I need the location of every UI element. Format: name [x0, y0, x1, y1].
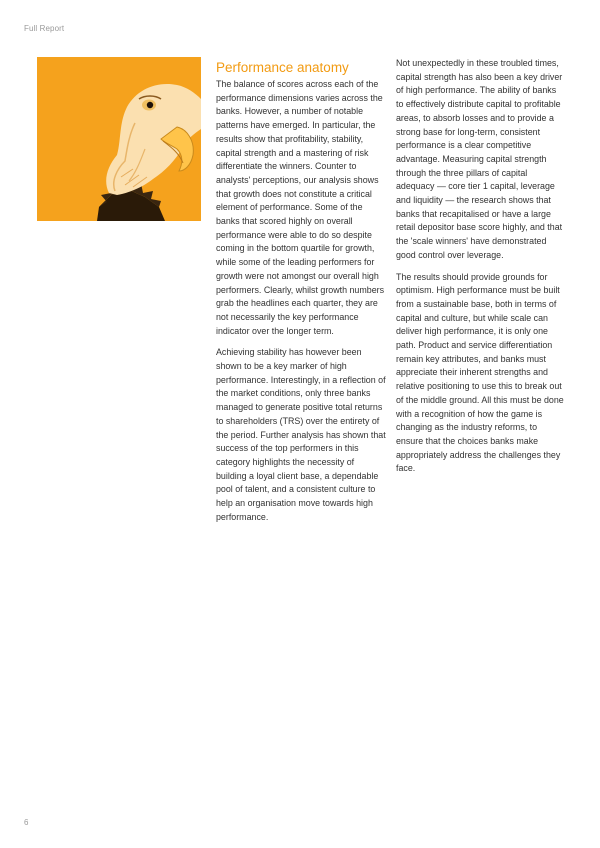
right-column: [396, 57, 566, 484]
running-header: Full Report: [24, 24, 65, 33]
eagle-head-icon: [37, 57, 201, 221]
paragraph: The results should provide grounds for optimism. High performance must be built from a sustainable base, both in terms of capital and culture, but while scale can deliver high performance, it is only one path. Product and service differentiation remain key attributes, and banks must appreciate their inherent strengths and relative positioning to use this to break out of the middle ground. All this must be done with a recognition of how the game is changing as the industry reforms, to ensure that the choices banks make appropriately address the challenges they face.: [396, 271, 564, 474]
paragraph: Not unexpectedly in these troubled times, capital strength has also been a key driver of high performance. The ability of banks to effectively distribute capital to profitable areas, to absorb losses and to provide a strong base for long-term, consistent performance is a clear competitive advantage. Measuring capital strength through the three pillars of capital adequacy — core tier 1 capital, leverage and liquidity — the research shows that banks that recapitalised or have a large retail depositor base score highly, and that the 'scale winners' have demonstrated good control over leverage.: [396, 58, 563, 260]
section-title: Performance anatomy: [216, 60, 349, 75]
page-number: 6: [24, 818, 29, 827]
left-column: [216, 59, 386, 533]
paragraph: Achieving stability has however been shown to be a key marker of high performance. Interestingly, in a reflection of the market conditions, only three banks managed to generate positive total returns to shareholders (TRS) over the entirety of the period. Further analysis has shown that success of the top performers in this category highlights the necessity of building a loyal client base, a dependable pool of talent, and a consistent culture to help an organisation move towards high performance.: [216, 347, 386, 522]
paragraph: The balance of scores across each of the performance dimensions varies across the banks. However, a number of notable patterns have emerged. In particular, the results show that profitability, stability, capital strength and a mastering of risk differentiate the winners. Counter to analysts' perceptions, our analysis shows that growth does not constitute a critical element of performance. Some of the banks that scored highly on overall performance were able to do so despite coming in the bottom quartile for growth, while some of the leading performers for growth were not amongst our overall high performers. Clearly, whilst growth numbers grab the headlines each quarter, they are not necessarily the key performance indicator over the longer term.: [216, 79, 385, 336]
